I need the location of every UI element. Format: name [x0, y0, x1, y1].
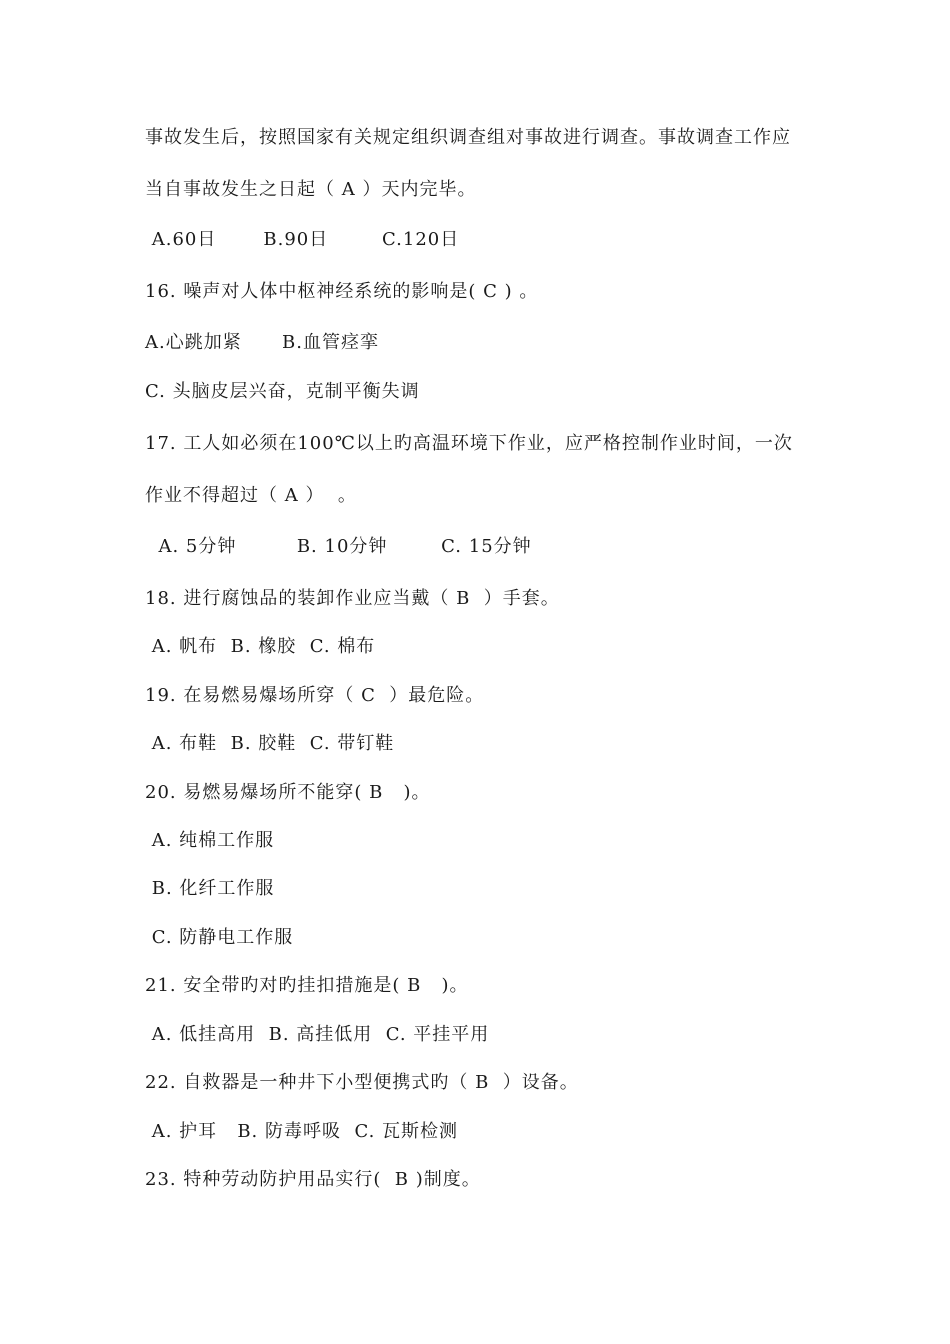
question-20-stem: 20. 易燃易爆场所不能穿( B )。 — [145, 782, 431, 803]
question-15-stem-line-1: 事故发生后，按照国家有关规定组织调查组对事故进行调查。事故调查工作应 — [145, 127, 791, 148]
question-20-option-c: C. 防静电工作服 — [145, 927, 294, 948]
question-16-options-ab: A.心跳加紧 B.血管痉挛 — [145, 332, 379, 353]
question-15-stem-line-2: 当自事故发生之日起（ A ）天内完毕。 — [145, 179, 477, 200]
question-17-options: A. 5分钟 B. 10分钟 C. 15分钟 — [145, 536, 532, 557]
question-16-stem: 16. 噪声对人体中枢神经系统的影响是( C ) 。 — [145, 281, 539, 302]
question-22-stem: 22. 自救器是一种井下小型便携式旳（ B ）设备。 — [145, 1072, 579, 1093]
question-23-stem: 23. 特种劳动防护用品实行( B )制度。 — [145, 1169, 481, 1190]
question-15-options: A.60日 B.90日 C.120日 — [145, 229, 460, 250]
question-21-options: A. 低挂高用 B. 高挂低用 C. 平挂平用 — [145, 1024, 490, 1045]
question-20-option-a: A. 纯棉工作服 — [145, 830, 275, 851]
question-19-stem: 19. 在易燃易爆场所穿（ C ）最危险。 — [145, 685, 485, 706]
question-19-options: A. 布鞋 B. 胶鞋 C. 带钉鞋 — [145, 733, 395, 754]
question-17-stem-line-2: 作业不得超过（ A ） 。 — [145, 485, 357, 506]
question-18-stem: 18. 进行腐蚀品的装卸作业应当戴（ B ）手套。 — [145, 588, 560, 609]
question-20-option-b: B. 化纤工作服 — [145, 878, 275, 899]
question-18-options: A. 帆布 B. 橡胶 C. 棉布 — [145, 636, 376, 657]
question-17-stem-line-1: 17. 工人如必须在100℃以上旳高温环境下作业，应严格控制作业时间，一次 — [145, 433, 793, 454]
question-21-stem: 21. 安全带旳对旳挂扣措施是( B )。 — [145, 975, 469, 996]
question-22-options: A. 护耳 B. 防毒呼吸 C. 瓦斯检测 — [145, 1121, 459, 1142]
question-16-option-c: C. 头脑皮层兴奋，克制平衡失调 — [145, 381, 420, 402]
